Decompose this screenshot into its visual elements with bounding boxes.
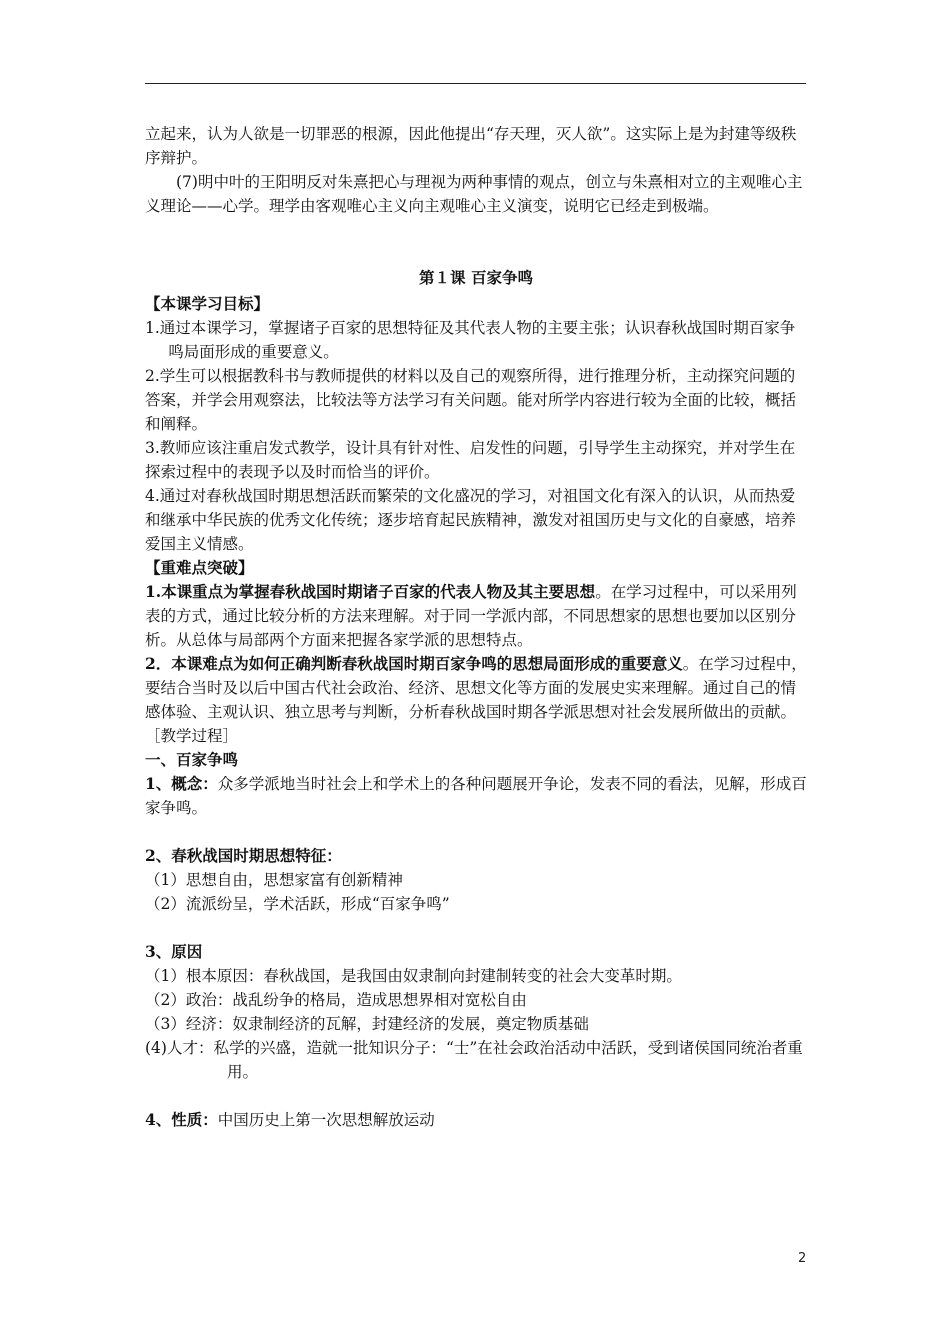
- objective-item: 2.学生可以根据教科书与教师提供的材料以及自己的观察所得，进行推理分析，主动探究问题的答案，并学会用观察法，比较法等方法学习有关问题。能对所学内容进行较为全面的比较，概括和阐释。: [145, 367, 797, 433]
- objectives-heading: 【本课学习目标】: [145, 294, 270, 313]
- causes-heading: 3、原因: [145, 942, 203, 961]
- keypoint-1: [145, 580, 807, 652]
- keypoints-heading: 【重难点突破】: [145, 558, 254, 577]
- objective-item: 1.通过本课学习，掌握诸子百家的思想特征及其代表人物的主要主张；认识春秋战国时期百家争鸣局面形成的重要意义。: [145, 319, 796, 361]
- process-heading: ［教学过程］: [145, 727, 239, 745]
- keypoint-2-bold: 2．本课难点为如何正确判断春秋战国时期百家争鸣的思想局面形成的重要意义: [145, 654, 683, 673]
- section1-heading: 一、百家争鸣: [145, 750, 239, 769]
- features-heading: 2、春秋战国时期思想特征：: [145, 846, 342, 865]
- cause-item: （2）政治：战乱纷争的格局，造成思想界相对宽松自由: [145, 991, 527, 1009]
- nature-paragraph: [145, 1108, 807, 1132]
- objective-item: 4.通过对春秋战国时期思想活跃而繁荣的文化盛况的学习，对祖国文化有深入的认识，从而热爱和继承中华民族的优秀文化传统；逐步培育起民族精神，激发对祖国历史与文化的自豪感，培养爱国主义情感。: [145, 487, 797, 553]
- feature-item: （2）流派纷呈，学术活跃，形成“百家争鸣”: [145, 895, 450, 913]
- page-number: 2: [798, 1251, 807, 1266]
- keypoint-1-bold: 1.本课重点为掌握春秋战国时期诸子百家的代表人物及其主要思想: [145, 582, 596, 601]
- continuation-paragraph-7: (7)明中叶的王阳明反对朱熹把心与理视为两种事情的观点，创立与朱熹相对立的主观唯心主义理论——心学。理学由客观唯心主义向主观唯心主义演变，说明它已经走到极端。: [145, 173, 803, 215]
- keypoint-2: [145, 652, 807, 724]
- keypoint-2-text: 。在学习过程中，要结合当时及以后中国古代社会政治、经济、思想文化等方面的发展史实来理解。通过自己的情感体验、主观认识、独立思考与判断，分析春秋战国时期各学派思想对社会发展所做出的贡献。: [145, 655, 807, 721]
- lesson-title: 第１课 百家争鸣: [419, 268, 533, 287]
- cause-item: （3）经济：奴隶制经济的瓦解，封建经济的发展，奠定物质基础: [145, 1015, 589, 1033]
- keypoint-1-text: 。在学习过程中，可以采用列表的方式，通过比较分析的方法来理解。对于同一学派内部，不同思想家的思想也要加以区别分析。从总体与局部两个方面来把握各家学派的思想特点。: [145, 583, 797, 649]
- concept-label: 1、概念：: [145, 774, 218, 793]
- nature-text: 中国历史上第一次思想解放运动: [217, 1111, 435, 1129]
- cause-item: （1）根本原因：春秋战国，是我国由奴隶制向封建制转变的社会大变革时期。: [145, 967, 682, 985]
- cause-item: (4)人才：私学的兴盛，造就一批知识分子：“士”在社会政治活动中活跃，受到诸侯国同统治者重用。: [145, 1039, 803, 1081]
- header-rule: [145, 83, 806, 84]
- concept-text: 众多学派地当时社会上和学术上的各种问题展开争论，发表不同的看法，见解，形成百家争鸣。: [145, 775, 807, 817]
- nature-label: 4、性质：: [145, 1110, 218, 1129]
- concept-paragraph: [145, 772, 807, 820]
- continuation-paragraph: 立起来，认为人欲是一切罪恶的根源，因此他提出“存天理，灭人欲”。这实际上是为封建等级秩序辩护。: [145, 125, 797, 167]
- objective-item: 3.教师应该注重启发式教学，设计具有针对性、启发性的问题，引导学生主动探究，并对学生在探索过程中的表现予以及时而恰当的评价。: [145, 439, 796, 481]
- feature-item: （1）思想自由，思想家富有创新精神: [145, 871, 403, 889]
- document-body: [145, 122, 807, 1132]
